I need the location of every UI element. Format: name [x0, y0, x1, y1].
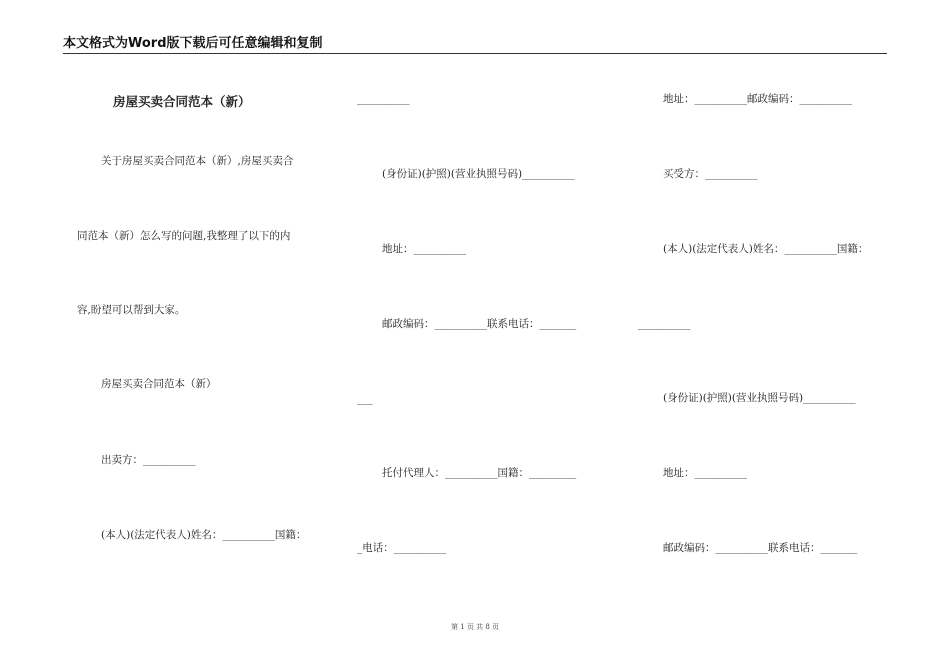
document-title: 房屋买卖合同范本（新）	[113, 94, 251, 109]
document-header: 本文格式为Word版下载后可任意编辑和复制	[63, 34, 887, 54]
seller-name-field: (本人)(法定代表人)姓名：__________国籍：	[101, 529, 307, 541]
intro-line-1: 关于房屋买卖合同范本（新）,房屋买卖合	[101, 155, 294, 167]
buyer-address-field: 地址：__________	[663, 467, 747, 479]
buyer-postcode-phone-field: 邮政编码：__________联系电话：_______	[663, 542, 858, 554]
seller-id-field: (身份证)(护照)(营业执照号码)__________	[382, 168, 575, 180]
buyer-name-field: (本人)(法定代表人)姓名：__________国籍：	[663, 243, 869, 255]
seller-field: 出卖方：__________	[101, 454, 196, 466]
buyer-field: 买受方：__________	[663, 168, 758, 180]
agent-address-postcode-field: 地址：__________邮政编码：__________	[663, 93, 852, 105]
section-title: 房屋买卖合同范本（新）	[101, 378, 217, 390]
seller-address-field: 地址：__________	[382, 243, 466, 255]
blank-line-middle: __________	[638, 318, 691, 330]
page-number: 第 1 页 共 8 页	[450, 623, 500, 631]
seller-postcode-phone-field: 邮政编码：__________联系电话：_______	[382, 318, 577, 330]
agent-field: 托付代理人：__________国籍：_________	[382, 467, 577, 479]
blank-line-short: ___	[357, 393, 373, 405]
intro-line-3: 容,盼望可以帮到大家。	[77, 304, 186, 316]
intro-line-2: 同范本（新）怎么写的问题,我整理了以下的内	[77, 230, 291, 242]
buyer-id-field: (身份证)(护照)(营业执照号码)__________	[663, 392, 856, 404]
blank-line-top: __________	[357, 93, 410, 105]
agent-phone-field: _电话：__________	[357, 542, 447, 554]
